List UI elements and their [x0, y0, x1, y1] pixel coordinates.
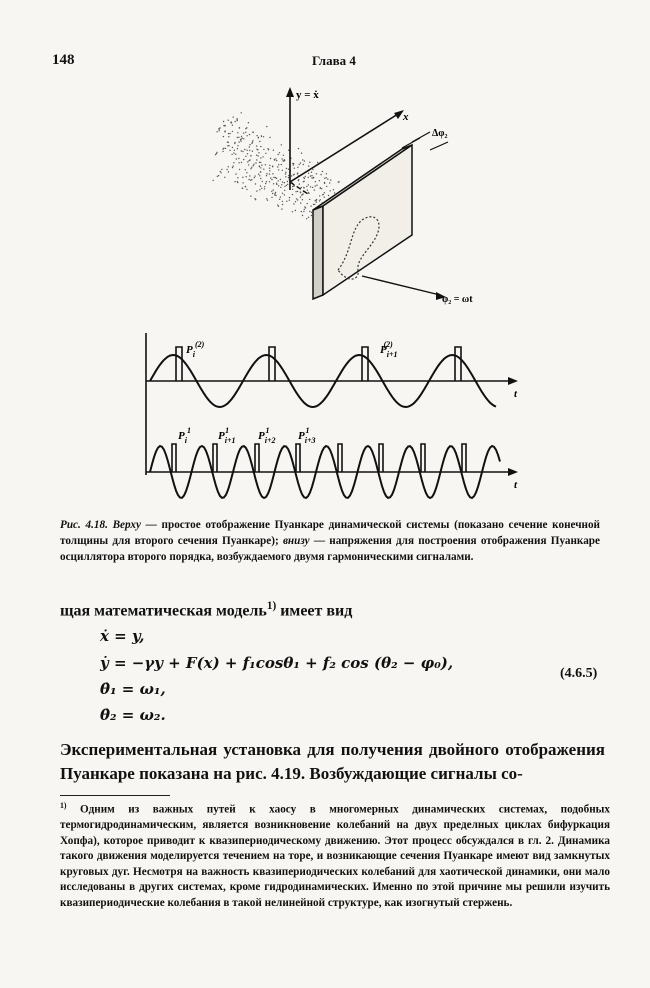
caption-lead: Рис. 4.18. Верху: [60, 519, 141, 531]
signal1-label-b: $P_{i+1}(2)$: [380, 340, 398, 359]
signal1-label-a: $P_i^{(2)}$: [186, 340, 205, 359]
axis-y-label: y = ẋ: [296, 89, 319, 101]
section-plate-side: [313, 206, 323, 299]
signal2-label-d: $P_{i+3}1$: [298, 426, 316, 445]
footnote-ref: 1): [266, 600, 277, 612]
footnote-text: Одним из важных путей к хаосу в многомерных динамических системах, подобных термогидродинамическим, является возникновение колебаний на двух пределных циклах бифуркация Хопфа), которое приводит к квазипериодическому движению. Этот процесс обсуждался в гл. 2. Динамика такого движения моделируется течением на торе, и возникающие сечения Пуанкаре имеют вид замкнутых круговых дуг. Несмотря на важность квазипериодических колебаний для хаотической динамики, они мало исследованы в других системах, кроме гидродинамических. Именно по этой причине мы решили изучить квазипериодические колебания в такой нелинейной структуре, как изогнутый стержень.: [60, 803, 610, 909]
signal2-pulse-4: [338, 444, 342, 472]
footnote: [60, 798, 610, 911]
body-line-1: [60, 600, 352, 620]
signal2-label-a: $P_i^1$: [178, 426, 191, 445]
body-line-1-end: имеет вид: [276, 602, 353, 620]
figure-caption: [60, 517, 600, 565]
signal2-pulse-7: [462, 444, 466, 472]
equation-2: ẏ = −γy + F(x) + f₁cosθ₁ + f₂ cos (θ₂ − φ₀),: [100, 654, 454, 672]
signal2-pulse-6: [421, 444, 425, 472]
signal-figure: [0, 325, 650, 505]
caption-text-1: — простое отображение Пуанкаре динамической системы (показано сечение конечной толщины для второго сечения Пуанкаре);: [60, 519, 600, 547]
signal2-label-c: $P_{i+2}1$: [258, 426, 276, 445]
body-paragraph: Экспериментальная установка для получения двойного отображения Пуанкаре показана на рис. 4.19. Возбуждающие сигналы со-: [60, 740, 605, 783]
signal1-t-label: t: [514, 388, 518, 400]
running-head: Глава 4: [312, 53, 356, 68]
axis-x-label: x: [403, 111, 409, 123]
signal2-label-b: $P_{i+1}1$: [218, 426, 236, 445]
equation-number: (4.6.5): [560, 666, 598, 681]
equation-3: θ̇₁ = ω₁,: [100, 680, 166, 698]
signal2-pulse-1: [213, 444, 217, 472]
footnote-rule: [60, 795, 170, 796]
body-line-1-text: щая математическая модель: [60, 602, 267, 620]
signal1-pulse-1: [269, 347, 275, 381]
equation-4: θ̇₂ = ω₂.: [100, 706, 166, 724]
footnote-marker: 1): [60, 801, 67, 810]
signal1-pulse-0: [176, 347, 182, 381]
phase-axis-label: φ₂ = ωt: [442, 294, 473, 305]
signal2-pulse-2: [255, 444, 259, 472]
caption-text-2: — напряжения для построения отображения Пуанкаре осциллятора второго порядка, возбуждаемого двумя гармоническими сигналами.: [60, 535, 600, 563]
signal2-pulse-3: [296, 444, 300, 472]
caption-below: внизу: [282, 535, 310, 547]
section-plate-face: [323, 145, 412, 295]
page-number: 148: [52, 52, 75, 68]
signal2-pulse-0: [172, 444, 176, 472]
signal1-pulse-2: [362, 347, 368, 381]
signal2-pulse-5: [379, 444, 383, 472]
signal1-pulses: [176, 347, 461, 381]
thickness-label: Δφ₂: [432, 128, 448, 139]
equation-1: ẋ = y,: [100, 627, 145, 645]
signal1-pulse-3: [455, 347, 461, 381]
signal2-t-label: t: [514, 479, 518, 491]
